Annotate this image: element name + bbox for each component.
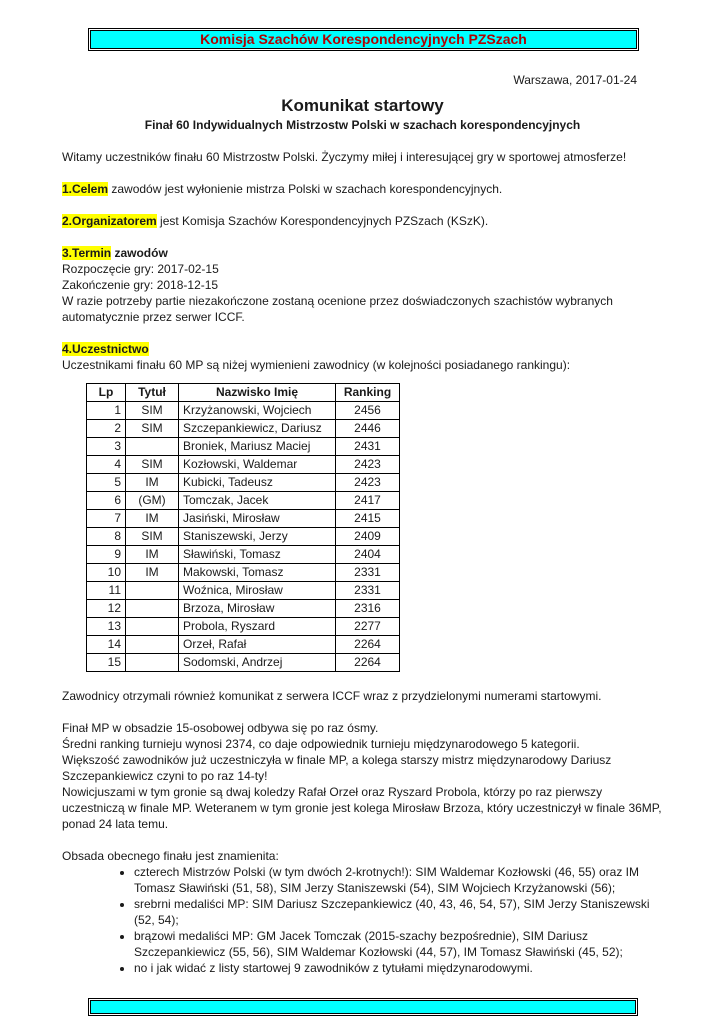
table-cell: 2277: [336, 618, 400, 636]
summary-line-4: Nowicjuszami w tym gronie są dwaj koledzy Rafał Orzeł oraz Ryszard Probola, którzy po raz pierwszy uczestniczą w finale MP. Weteranem w tym gronie jest kolega Mirosław Brzoza, który uczestniczył w finale 36MP, ponad 24 lata temu.: [62, 785, 662, 831]
players-table-head: [87, 384, 400, 402]
table-header-row: [87, 384, 400, 402]
table-cell: 2415: [336, 510, 400, 528]
table-cell: Szczepankiewicz, Dariusz: [179, 420, 336, 438]
table-cell: 8: [87, 528, 126, 546]
iccf-paragraph: Zawodnicy otrzymali również komunikat z serwera ICCF wraz z przydzielonymi numerami startowymi.: [62, 689, 602, 703]
list-item: • no i jak widać z listy startowej 9 zawodników z tytułami międzynarodowymi.: [134, 960, 663, 976]
table-cell: 4: [87, 456, 126, 474]
top-banner-label: Komisja Szachów Korespondencyjnych PZSzach: [200, 31, 527, 47]
section-3-note: W razie potrzeby partie niezakończone zostaną ocenione przez doświadczonych szachistów wybranych automatycznie przez serwer ICCF.: [62, 294, 613, 324]
table-cell: [126, 600, 179, 618]
table-cell: 6: [87, 492, 126, 510]
table-cell: 1: [87, 402, 126, 420]
table-cell: [126, 438, 179, 456]
table-cell: Orzeł, Rafał: [179, 636, 336, 654]
table-row: [87, 564, 400, 582]
list-item: • czterech Mistrzów Polski (w tym dwóch 2-krotnych!): SIM Waldemar Kozłowski (46, 55) oraz IM Tomasz Sławiński (51, 58), SIM Jerzy Staniszewski (54), SIM Wojciech Krzyżanowski (56);: [134, 864, 663, 896]
table-cell: 7: [87, 510, 126, 528]
table-cell: 2456: [336, 402, 400, 420]
section-4-intro: Uczestnikami finału 60 MP są niżej wymienieni zawodnicy (w kolejności posiadanego rankingu):: [62, 358, 571, 372]
table-cell: 2423: [336, 474, 400, 492]
section-1: [62, 181, 663, 197]
section-3-highlight: 3.Termin: [62, 246, 112, 260]
table-cell: Jasiński, Mirosław: [179, 510, 336, 528]
table-cell: SIM: [126, 402, 179, 420]
table-cell: [126, 618, 179, 636]
table-row: [87, 546, 400, 564]
table-cell: Staniszewski, Jerzy: [179, 528, 336, 546]
date-line: Warszawa, 2017-01-24: [513, 73, 637, 87]
table-cell: [126, 654, 179, 672]
table-row: [87, 582, 400, 600]
table-row: [87, 438, 400, 456]
col-header-title: Tytuł: [126, 384, 179, 402]
players-table: [86, 383, 400, 672]
table-cell: 2404: [336, 546, 400, 564]
table-cell: [126, 636, 179, 654]
table-row: [87, 456, 400, 474]
table-row: [87, 492, 400, 510]
section-3-heading-rest: zawodów: [111, 246, 168, 260]
table-cell: SIM: [126, 420, 179, 438]
table-cell: Woźnica, Mirosław: [179, 582, 336, 600]
table-cell: 2409: [336, 528, 400, 546]
table-cell: 2431: [336, 438, 400, 456]
highlights-intro: Obsada obecnego finału jest znamienita:: [62, 849, 279, 863]
table-cell: [126, 582, 179, 600]
summary-line-3: Większość zawodników już uczestniczyła w finale MP, a kolega starszy mistrz międzynarodowy Dariusz Szczepankiewicz czyni to po raz 14-ty!: [62, 753, 612, 783]
table-cell: 12: [87, 600, 126, 618]
table-cell: 2331: [336, 582, 400, 600]
summary-line-1: Finał MP w obsadzie 15-osobowej odbywa się po raz ósmy.: [62, 721, 379, 735]
table-cell: 2417: [336, 492, 400, 510]
table-row: [87, 618, 400, 636]
table-cell: Kubicki, Tadeusz: [179, 474, 336, 492]
table-cell: 15: [87, 654, 126, 672]
list-item: • brązowi medaliści MP: GM Jacek Tomczak (2015-szachy bezpośrednie), SIM Dariusz Szczepankiewicz (55, 56), SIM Waldemar Kozłowski (44, 57), IM Tomasz Sławiński (45, 52);: [134, 928, 663, 960]
players-table-body: [87, 402, 400, 672]
table-cell: Makowski, Tomasz: [179, 564, 336, 582]
section-2: [62, 213, 663, 229]
page-title: Komunikat startowy: [281, 96, 444, 115]
table-cell: 3: [87, 438, 126, 456]
table-cell: IM: [126, 546, 179, 564]
table-cell: 2316: [336, 600, 400, 618]
table-cell: 2264: [336, 654, 400, 672]
section-4-heading: [62, 341, 663, 357]
col-header-name: Nazwisko Imię: [179, 384, 336, 402]
table-cell: 10: [87, 564, 126, 582]
table-row: [87, 510, 400, 528]
table-cell: Probola, Ryszard: [179, 618, 336, 636]
end-date-line: Zakończenie gry: 2018-12-15: [62, 278, 219, 292]
bottom-banner: [90, 1000, 636, 1014]
section-1-highlight: 1.Celem: [62, 182, 109, 196]
table-cell: Kozłowski, Waldemar: [179, 456, 336, 474]
table-row: [87, 654, 400, 672]
section-2-text: jest Komisja Szachów Korespondencyjnych PZSzach (KSzK).: [156, 214, 489, 228]
section-2-highlight: 2.Organizatorem: [62, 214, 157, 228]
table-cell: 2331: [336, 564, 400, 582]
table-cell: Broniek, Mariusz Maciej: [179, 438, 336, 456]
table-cell: 2446: [336, 420, 400, 438]
table-cell: (GM): [126, 492, 179, 510]
table-cell: 13: [87, 618, 126, 636]
table-row: [87, 420, 400, 438]
table-cell: 2: [87, 420, 126, 438]
table-cell: Sodomski, Andrzej: [179, 654, 336, 672]
table-row: [87, 528, 400, 546]
table-cell: Krzyżanowski, Wojciech: [179, 402, 336, 420]
table-cell: IM: [126, 510, 179, 528]
table-cell: SIM: [126, 528, 179, 546]
table-cell: Brzoza, Mirosław: [179, 600, 336, 618]
col-header-lp: Lp: [87, 384, 126, 402]
table-row: [87, 600, 400, 618]
highlights-list: [62, 864, 663, 976]
start-date-line: Rozpoczęcie gry: 2017-02-15: [62, 262, 219, 276]
table-cell: 14: [87, 636, 126, 654]
table-cell: Sławiński, Tomasz: [179, 546, 336, 564]
table-row: [87, 474, 400, 492]
table-cell: 2423: [336, 456, 400, 474]
summary-line-2: Średni ranking turnieju wynosi 2374, co daje odpowiednik turnieju międzynarodowego 5 kategorii.: [62, 737, 580, 751]
table-cell: SIM: [126, 456, 179, 474]
table-cell: 5: [87, 474, 126, 492]
section-4-highlight: 4.Uczestnictwo: [62, 342, 149, 356]
table-cell: IM: [126, 474, 179, 492]
welcome-paragraph: Witamy uczestników finału 60 Mistrzostw Polski. Życzymy miłej i interesującej gry w sportowej atmosferze!: [62, 150, 627, 164]
table-cell: 11: [87, 582, 126, 600]
table-cell: Tomczak, Jacek: [179, 492, 336, 510]
top-banner: [90, 30, 637, 49]
section-3-heading: [62, 245, 663, 261]
table-cell: 9: [87, 546, 126, 564]
table-cell: IM: [126, 564, 179, 582]
page-subtitle: Finał 60 Indywidualnych Mistrzostw Polski w szachach korespondencyjnych: [144, 118, 581, 132]
table-row: [87, 402, 400, 420]
table-cell: 2264: [336, 636, 400, 654]
col-header-ranking: Ranking: [336, 384, 400, 402]
list-item: • srebrni medaliści MP: SIM Dariusz Szczepankiewicz (40, 43, 46, 54, 57), SIM Jerzy Staniszewski (52, 54);: [134, 896, 663, 928]
table-row: [87, 636, 400, 654]
section-1-text: zawodów jest wyłonienie mistrza Polski w szachach korespondencyjnych.: [108, 182, 503, 196]
